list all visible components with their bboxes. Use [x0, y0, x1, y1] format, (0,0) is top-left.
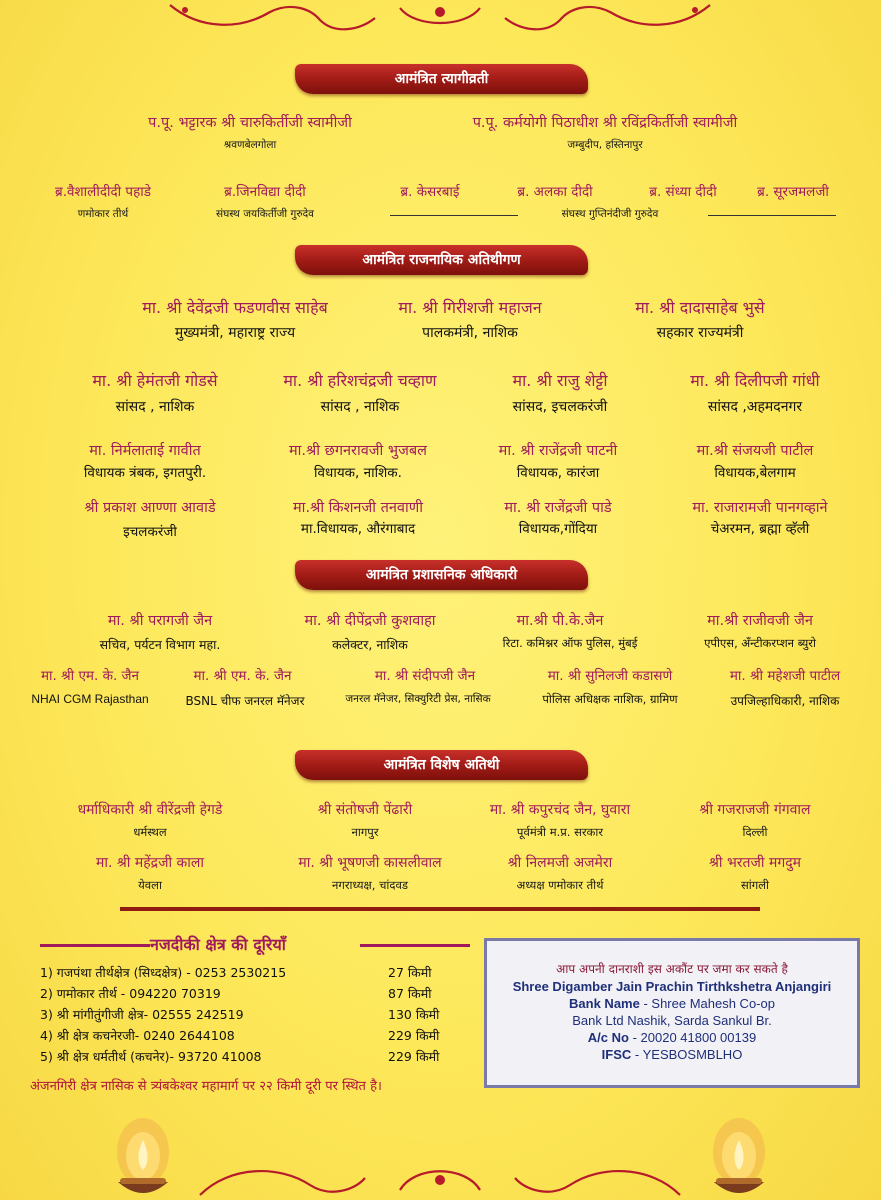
officer-name: मा. श्री परागजी जैन — [107, 613, 213, 629]
brahmachari-place: संघस्थ जयकिर्तीजी गुरुदेव — [215, 208, 315, 220]
guest-post: मुख्यमंत्री, महाराष्ट्र राज्य — [174, 325, 296, 341]
guest-post: इचलकरंजी — [123, 524, 177, 540]
special-guest-post: पूर्वमंत्री म.प्र. सरकार — [516, 825, 604, 839]
brahmachari-name: ब्र. संध्या दीदी — [649, 184, 717, 200]
distances-title: नजदीकी क्षेत्र की दूरियाँ — [150, 935, 286, 954]
distance-item — [40, 1027, 440, 1044]
guest-post: सहकार राज्यमंत्री — [656, 325, 744, 341]
officer-post: रिटा. कमिश्नर ऑफ पुलिस, मुंबई — [502, 636, 638, 650]
distance-item — [40, 985, 440, 1002]
distance-item-km: 87 किमी — [388, 986, 432, 1001]
guest-name: मा. श्री देवेंद्रजी फडणवीस साहेब — [142, 298, 328, 317]
brahmachari-place: णमोकार तीर्थ — [77, 208, 129, 220]
bank-account-label: A/c No — [587, 1030, 629, 1045]
officer-post: पोलिस अधिक्षक नाशिक, ग्रामिण — [542, 692, 678, 706]
bank-ifsc-value: - YESBOSMBLHO — [631, 1047, 743, 1062]
brahmachari-name: ब्र.वैशालीदीदी पहाडे — [54, 184, 151, 200]
officer-name: मा. श्री सुनिलजी कडासणे — [547, 668, 673, 684]
distance-item-km: 229 किमी — [388, 1028, 440, 1043]
guest-post: विधायक त्रंबक, इगतपुरी. — [83, 465, 207, 481]
bank-ifsc-label: IFSC — [601, 1047, 632, 1062]
leader-place: श्रवणबेलगोला — [223, 139, 277, 151]
bank-ifsc-line — [487, 1046, 857, 1063]
officer-post: जनरल मॅनेजर, सिक्युरिटी प्रेस, नासिक — [345, 693, 491, 705]
guest-post: विधायक, नाशिक. — [314, 465, 402, 481]
officer-post: BSNL चीफ जनरल मॅनेजर — [185, 694, 305, 708]
special-guest-post: अध्यक्ष णमोकार तीर्थ — [516, 878, 604, 892]
blank-line — [390, 215, 518, 216]
bank-name-label: Bank Name — [569, 996, 640, 1011]
officer-name: मा. श्री एम. के. जैन — [40, 668, 140, 684]
blank-line — [708, 215, 836, 216]
officer-post: एपीएस, अँन्टीकरप्शन ब्युरो — [704, 636, 816, 650]
section-banner-political: आमंत्रित राजनायिक अतिथीगण — [295, 245, 588, 275]
bank-branch: Bank Ltd Nashik, Sarda Sankul Br. — [572, 1013, 772, 1028]
bank-intro: आप अपनी दानराशी इस अकौंट पर जमा कर सकते है — [556, 962, 788, 976]
distance-item — [40, 1048, 440, 1065]
bank-name-line — [487, 995, 857, 1012]
guest-name: मा.श्री संजयजी पाटील — [696, 443, 814, 459]
guest-name: मा. राजारामजी पानगव्हाने — [692, 500, 828, 516]
special-guest-post: धर्मस्थल — [133, 825, 167, 839]
special-guest-post: दिल्ली — [742, 825, 768, 839]
distance-item-km: 229 किमी — [388, 1049, 440, 1064]
bank-account-value: - 20020 41800 00139 — [628, 1030, 757, 1045]
officer-name: मा. श्री दीपेंद्रजी कुशवाहा — [304, 613, 436, 629]
special-guest-name: मा. श्री कपुरचंद जैन, घुवारा — [489, 802, 631, 818]
distance-item-text: 3) श्री मांगीतुंगीजी क्षेत्र- 02555 242519 — [40, 1007, 244, 1022]
guest-name: मा. श्री दादासाहेब भुसे — [635, 298, 765, 317]
brahmachari-name: ब्र. सूरजमलजी — [757, 184, 829, 200]
leader-name: प.पू. कर्मयोगी पिठाधीश श्री रविंद्रकिर्तीजी स्वामीजी — [472, 115, 738, 131]
officer-post: कलेक्टर, नाशिक — [332, 637, 408, 652]
officer-name: मा. श्री एम. के. जैन — [193, 668, 292, 684]
officer-name: मा. श्री संदीपजी जैन — [374, 668, 476, 684]
special-guest-name: श्री भरतजी मगदुम — [708, 855, 802, 871]
guest-name: मा. श्री दिलीपजी गांधी — [690, 371, 820, 390]
guest-name: मा. श्री गिरीशजी महाजन — [398, 298, 542, 317]
special-guest-post: नागपुर — [351, 825, 379, 839]
special-guest-name: श्री गजराजजी गंगवाल — [699, 802, 811, 818]
guest-name: मा. श्री हेमंतजी गोडसे — [92, 371, 218, 390]
officer-post: उपजिल्हाधिकारी, नाशिक — [730, 694, 840, 708]
guest-name: मा. निर्मलाताई गावीत — [89, 443, 201, 459]
distance-item — [40, 964, 440, 981]
section-divider — [120, 907, 760, 911]
special-guest-name: धर्माधिकारी श्री वीरेंद्रजी हेगडे — [77, 802, 223, 818]
guest-post: सांसद, इचलकरंजी — [512, 399, 608, 415]
section-banner-administrative: आमंत्रित प्रशासनिक अधिकारी — [295, 560, 588, 590]
distance-item-text: 2) णमोकार तीर्थ - 094220 70319 — [40, 986, 221, 1001]
guest-name: मा. श्री राजेंद्रजी पाटनी — [498, 443, 618, 459]
guest-name: मा. श्री राजेंद्रजी पाडे — [504, 500, 612, 516]
guest-post: विधायक,बेलगाम — [714, 465, 796, 481]
leader-name: प.पू. भट्टारक श्री चारुकिर्तीजी स्वामीजी — [148, 115, 352, 131]
guest-post: विधायक, कारंजा — [516, 465, 600, 481]
special-guest-post: नगराध्यक्ष, चांदवड — [331, 878, 409, 892]
diya-lamp-icon — [708, 1112, 770, 1200]
bank-details-box — [484, 938, 860, 1088]
brahmachari-name: ब्र. अलका दीदी — [517, 184, 593, 200]
special-guest-name: मा. श्री महेंद्रजी काला — [95, 855, 205, 871]
guest-name: श्री प्रकाश आण्णा आवाडे — [84, 500, 216, 516]
guest-post: सांसद ,अहमदनगर — [707, 399, 803, 415]
special-guest-post: येवला — [138, 878, 162, 892]
officer-name: मा. श्री महेशजी पाटील — [729, 668, 841, 684]
bank-trust-name: Shree Digamber Jain Prachin Tirthkshetra Anjangiri — [512, 979, 832, 994]
brahmachari-name: ब्र. केसरबाई — [400, 184, 460, 200]
guest-name: मा.श्री किशनजी तनवाणी — [293, 500, 423, 516]
guest-post: पालकमंत्री, नाशिक — [422, 325, 518, 341]
distance-item-text: 4) श्री क्षेत्र कचनेरजी- 0240 2644108 — [40, 1028, 235, 1043]
guest-name: मा. श्री राजु शेट्टी — [512, 371, 608, 390]
guest-post: सांसद , नाशिक — [115, 399, 195, 415]
leader-place: जम्बुदीप, हस्तिनापुर — [567, 139, 643, 151]
guest-post: मा.विधायक, औरंगाबाद — [300, 521, 416, 537]
distance-item-km: 27 किमी — [388, 965, 432, 980]
guest-post: सांसद , नाशिक — [320, 399, 400, 415]
diya-lamp-icon — [112, 1112, 174, 1200]
distance-item — [40, 1006, 440, 1023]
officer-post: NHAI CGM Rajasthan — [31, 692, 149, 706]
section-banner-tyagi: आमंत्रित त्यागीव्रती — [295, 64, 588, 94]
special-guest-name: श्री संतोषजी पेंढारी — [317, 802, 413, 818]
guest-post: चेअरमन, ब्रह्मा व्हॅली — [710, 521, 810, 537]
guest-name: मा.श्री छगनरावजी भुजबल — [289, 443, 427, 459]
top-ornament — [160, 0, 720, 40]
brahmachari-name: ब्र.जिनविद्या दीदी — [224, 184, 306, 200]
bank-account-line — [487, 1029, 857, 1046]
section-banner-special: आमंत्रित विशेष अतिथी — [295, 750, 588, 780]
officer-post: सचिव, पर्यटन विभाग महा. — [99, 637, 221, 652]
guest-post: विधायक,गोंदिया — [518, 521, 598, 537]
distance-item-text: 5) श्री क्षेत्र धर्मतीर्थ (कचनेर)- 93720 41008 — [40, 1049, 262, 1064]
guest-name: मा. श्री हरिशचंद्रजी चव्हाण — [283, 371, 437, 390]
brahmachari-place: संघस्थ गुप्तिनंदीजी गुरुदेव — [561, 208, 659, 220]
special-guest-name: मा. श्री भूषणजी कासलीवाल — [298, 855, 442, 871]
distance-note: अंजनगिरी क्षेत्र नासिक से त्र्यंबकेश्वर महामार्ग पर २२ किमी दूरी पर स्थित है। — [30, 1079, 382, 1094]
distance-item-text: 1) गजपंथा तीर्थक्षेत्र (सिध्दक्षेत्र) - 0253 2530215 — [40, 965, 287, 980]
officer-name: मा.श्री पी.के.जैन — [516, 613, 604, 629]
special-guest-post: सांगली — [740, 878, 769, 892]
bottom-ornament — [190, 1150, 690, 1200]
bank-name-value: - Shree Mahesh Co-op — [639, 996, 775, 1011]
officer-name: मा.श्री राजीवजी जैन — [707, 613, 813, 629]
special-guest-name: श्री निलमजी अजमेरा — [507, 855, 613, 871]
distance-item-km: 130 किमी — [388, 1007, 440, 1022]
